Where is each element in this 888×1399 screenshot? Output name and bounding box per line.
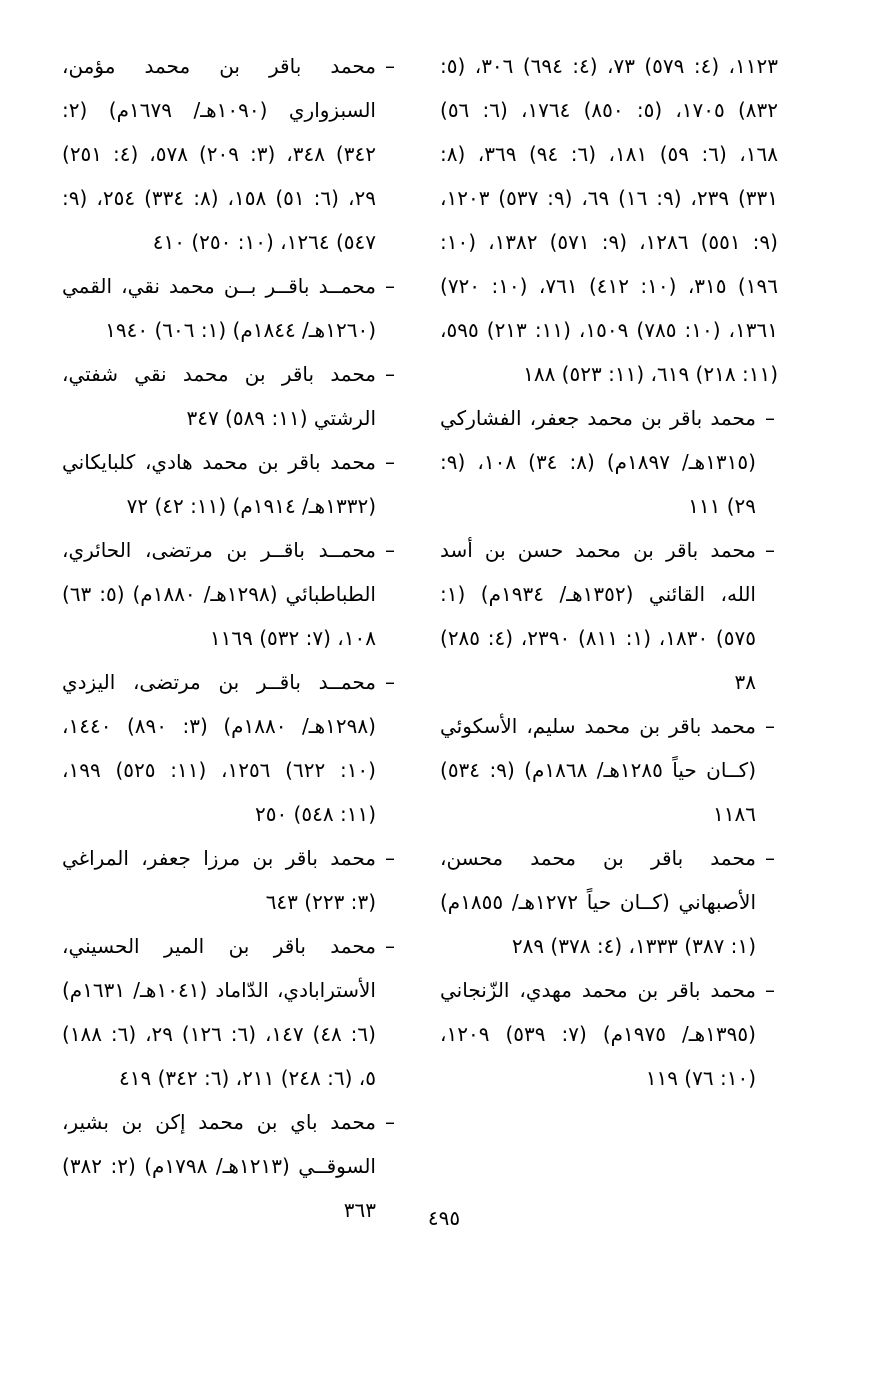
entry-text: محمد باقر بن محمد حسن بن أسد الله، القائني (١٣٥٢هـ/ ١٩٣٤م) (١: ٥٧٥) ١٨٣٠، (١: ٨١١) ٢٣٩٠، (٤: ٢٨٥) ٣٨: [440, 538, 756, 694]
entry-text: محمد باقر بن محمد مؤمن، السبزواري (١٠٩٠هـ/ ١٦٧٩م) (٢: ٣٤٢) ٣٤٨، (٣: ٢٠٩) ٥٧٨، (٤: ٢٥١) ٢٩، (٦: ٥١) ١٥٨، (٨: ٣٣٤) ٢٥٤، (٩: ٥٤٧) ١٢٦٤، (١٠: ٢٥٠) ٤١٠: [62, 54, 376, 254]
index-entry: [440, 704, 778, 836]
entry-dash-marker: –: [385, 934, 395, 958]
entry-dash-marker: –: [385, 54, 395, 78]
index-entry: [440, 968, 778, 1100]
entry-text: محمــد باقــر بن مرتضى، الحائري، الطباطبائي (١٢٩٨هـ/ ١٨٨٠م) (٥: ٦٣) ١٠٨، (٧: ٥٣٢) ١١٦٩: [62, 538, 376, 650]
entry-text: محمد باقر بن محمد محسن، الأصبهاني (كــان حياً ١٢٧٢هـ/ ١٨٥٥م) (١: ٣٨٧) ١٣٣٣، (٤: ٣٧٨) ٢٨٩: [440, 846, 756, 958]
index-entry: [440, 396, 778, 528]
entry-text: محمــد باقــر بــن محمد نقي، القمي (١٢٦٠هـ/ ١٨٤٤م) (١: ٦٠٦) ١٩٤٠: [62, 274, 376, 342]
index-entry: [62, 44, 398, 264]
entry-text: ١١٢٣، (٤: ٥٧٩) ٧٣، (٤: ٦٩٤) ٣٠٦، (٥: ٨٣٢) ١٧٠٥، (٥: ٨٥٠) ١٧٦٤، (٦: ٥٦) ١٦٨، (٦: ٥٩) ١٨١، (٦: ٩٤) ٣٦٩، (٨: ٣٣١) ٢٣٩، (٩: ١٦) ٦٩، (٩: ٥٣٧) ١٢٠٣، (٩: ٥٥١) ١٢٨٦، (٩: ٥٧١) ١٣٨٢، (١٠: ١٩٦) ٣١٥، (١٠: ٤١٢) ٧٦١، (١٠: ٧٢٠) ١٣٦١، (١٠: ٧٨٥) ١٥٠٩، (١١: ٢١٣) ٥٩٥، (١١: ٢١٨) ٦١٩، (١١: ٥٢٣) ١٨٨: [440, 54, 778, 386]
entry-text: محمد باي بن محمد إكن بن بشير، السوقــي (١٢١٣هـ/ ١٧٩٨م) (٢: ٣٨٢) ٣٦٣: [62, 1110, 376, 1222]
entry-dash-marker: –: [765, 978, 775, 1002]
entry-dash-marker: –: [385, 670, 395, 694]
entry-text: محمد باقر بن المير الحسيني، الأسترابادي، الدّاماد (١٠٤١هـ/ ١٦٣١م) (٦: ٤٨) ١٤٧، (٦: ١٢٦) ٢٩، (٦: ١٨٨) ٥، (٦: ٢٤٨) ٢١١، (٦: ٣٤٢) ٤١٩: [62, 934, 376, 1090]
entry-dash-marker: –: [765, 714, 775, 738]
entry-text: محمد باقر بن محمد هادي، كلبايكاني (١٣٣٢هـ/ ١٩١٤م) (١١: ٤٢) ٧٢: [62, 450, 376, 518]
index-entry: [440, 836, 778, 968]
entry-dash-marker: –: [385, 450, 395, 474]
entry-text: محمد باقر بن محمد نقي شفتي، الرشتي (١١: ٥٨٩) ٣٤٧: [62, 362, 376, 430]
index-entry: [62, 836, 398, 924]
index-entry-continuation: [440, 44, 778, 396]
entry-text: محمد باقر بن مرزا جعفر، المراغي (٣: ٢٢٣) ٦٤٣: [62, 846, 376, 914]
entry-dash-marker: –: [385, 846, 395, 870]
entry-dash-marker: –: [385, 538, 395, 562]
entry-dash-marker: –: [765, 846, 775, 870]
entry-dash-marker: –: [765, 538, 775, 562]
index-entry: [62, 264, 398, 352]
right-column: [440, 44, 778, 1100]
index-entry: [440, 528, 778, 704]
left-column: [62, 44, 398, 1232]
entry-text: محمد باقر بن محمد جعفر، الفشاركي (١٣١٥هـ/ ١٨٩٧م) (٨: ٣٤) ١٠٨، (٩: ٢٩) ١١١: [440, 406, 756, 518]
page-number: ٤٩٥: [427, 1206, 461, 1230]
index-entry: [62, 528, 398, 660]
entry-dash-marker: –: [765, 406, 775, 430]
entry-dash-marker: –: [385, 274, 395, 298]
entry-text: محمد باقر بن محمد مهدي، الزّنجاني (١٣٩٥هـ/ ١٩٧٥م) (٧: ٥٣٩) ١٢٠٩، (١٠: ٧٦) ١١٩: [440, 978, 756, 1090]
index-entry: [62, 440, 398, 528]
entry-text: محمــد باقــر بن مرتضى، اليزدي (١٢٩٨هـ/ ١٨٨٠م) (٣: ٨٩٠) ١٤٤٠، (١٠: ٦٢٢) ١٢٥٦، (١١: ٥٢٥) ١٩٩، (١١: ٥٤٨) ٢٥٠: [62, 670, 376, 826]
entry-dash-marker: –: [385, 1110, 395, 1134]
index-entry: [62, 924, 398, 1100]
entry-text: محمد باقر بن محمد سليم، الأسكوئي (كــان حياً ١٢٨٥هـ/ ١٨٦٨م) (٩: ٥٣٤) ١١٨٦: [440, 714, 756, 826]
index-entry: [62, 352, 398, 440]
entry-dash-marker: –: [385, 362, 395, 386]
index-entry: [62, 660, 398, 836]
